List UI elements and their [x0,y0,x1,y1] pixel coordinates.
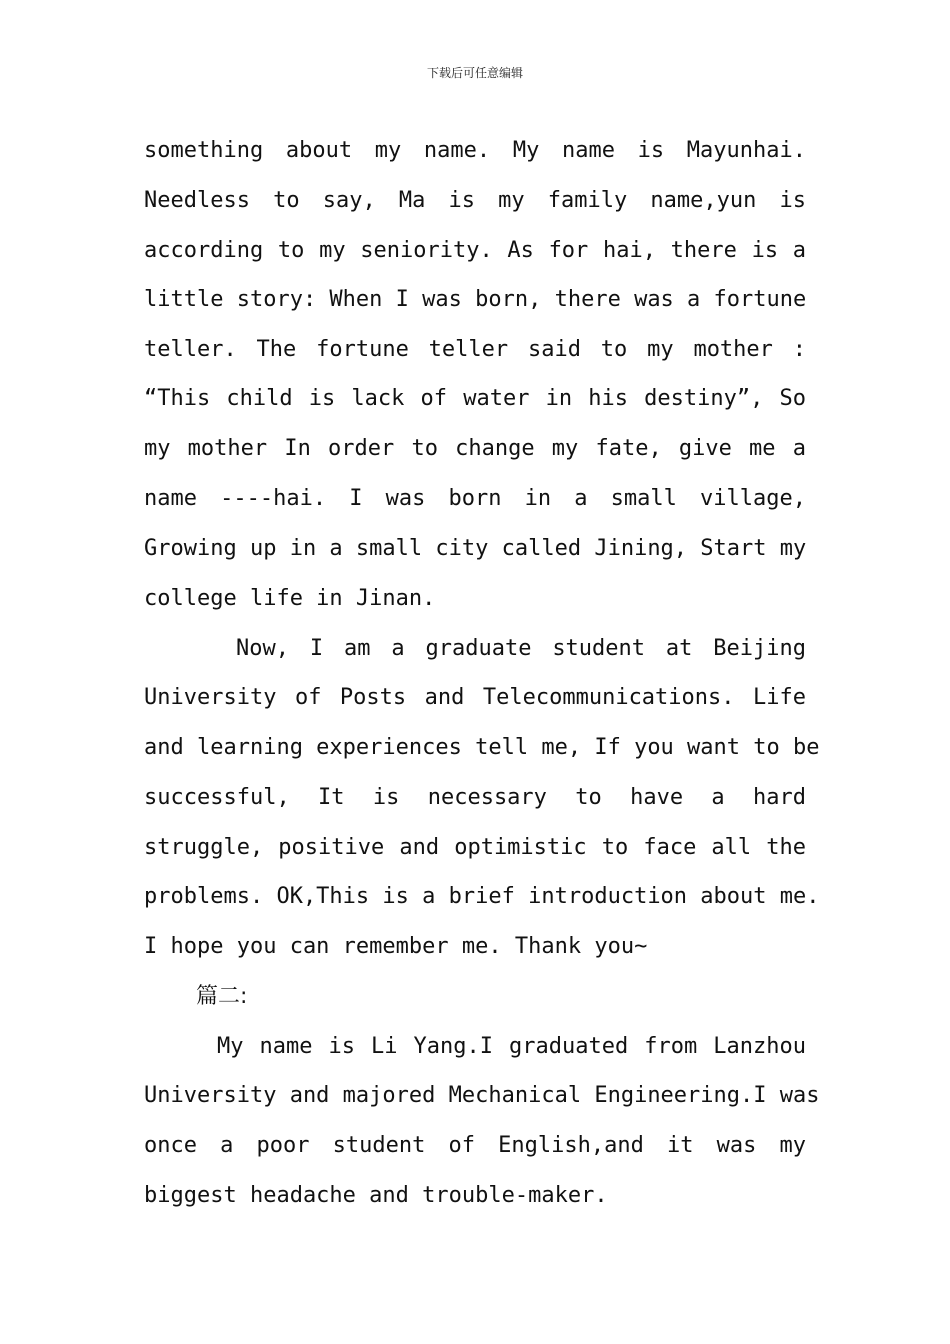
text-line: successful, It is necessary to have a hard [144,785,806,810]
text-line: University and majored Mechanical Engineering.I was [144,1083,820,1108]
text-line: according to my seniority. As for hai, there is a [144,238,806,263]
section-heading: 篇二: [196,984,248,1009]
text-line: and learning experiences tell me, If you want to be [144,735,820,760]
text-line: Now, I am a graduate student at Beijing [236,636,806,661]
text-line: struggle, positive and optimistic to face all the [144,835,806,860]
text-line: little story: When I was born, there was a fortune [144,287,807,312]
text-line: college life in Jinan. [144,586,436,611]
text-line: something about my name. My name is Mayunhai. [144,138,806,163]
text-line: Growing up in a small city called Jining, Start my [144,536,807,561]
text-line: name ----hai. I was born in a small village, [144,486,806,511]
text-line: Needless to say, Ma is my family name,yun is [144,188,806,213]
text-line: My name is Li Yang.I graduated from Lanzhou [217,1034,806,1059]
text-line: biggest headache and trouble-maker. [144,1183,608,1208]
text-line: my mother In order to change my fate, give me a [144,436,806,461]
page-header: 下载后可任意编辑 [426,66,523,80]
text-line: teller. The fortune teller said to my mother : [144,337,806,362]
text-line: University of Posts and Telecommunications. Life [144,685,806,710]
text-line: once a poor student of English,and it was my [144,1133,806,1158]
text-line: I hope you can remember me. Thank you~ [144,934,648,959]
text-line: problems. OK,This is a brief introduction about me. [144,884,820,909]
text-line: “This child is lack of water in his destiny”, So [144,386,806,411]
